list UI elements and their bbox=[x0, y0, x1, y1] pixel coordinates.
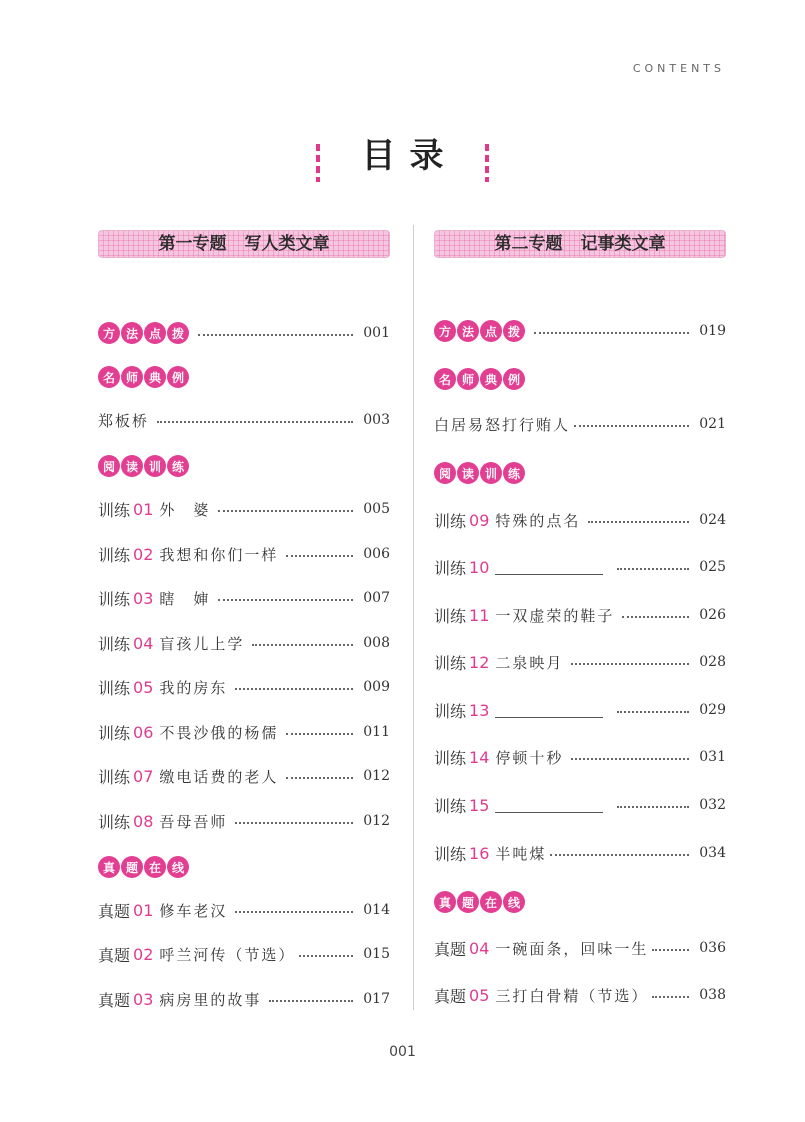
dot-leader bbox=[218, 599, 353, 601]
toc-entry[interactable] bbox=[434, 840, 726, 866]
dot-leader bbox=[198, 334, 353, 336]
label-char: 点 bbox=[144, 322, 166, 344]
toc-entry[interactable] bbox=[434, 602, 726, 628]
label-char: 典 bbox=[144, 366, 166, 388]
entry-prefix: 训练 bbox=[434, 796, 467, 816]
entry-number: 01 bbox=[133, 900, 154, 920]
entry-title: 我的房东 bbox=[159, 678, 228, 697]
entry-number: 04 bbox=[133, 633, 154, 653]
page-number: 017 bbox=[363, 991, 390, 1007]
label-char: 阅 bbox=[434, 462, 456, 484]
left-example-heading bbox=[98, 364, 390, 390]
dot-leader bbox=[252, 644, 353, 646]
toc-entry[interactable] bbox=[434, 649, 726, 675]
contents-label: CONTENTS bbox=[632, 62, 725, 75]
entry-number: 07 bbox=[133, 766, 154, 786]
page-number: 012 bbox=[363, 768, 390, 784]
label-char: 拨 bbox=[167, 322, 189, 344]
label-char: 师 bbox=[457, 368, 479, 390]
page-number: 003 bbox=[363, 412, 390, 428]
title-right-bar bbox=[485, 144, 489, 182]
page-number: 008 bbox=[363, 635, 390, 651]
left-example-entry[interactable] bbox=[98, 407, 390, 433]
label-char: 在 bbox=[480, 891, 502, 913]
left-exam-heading bbox=[98, 854, 390, 880]
toc-entry[interactable] bbox=[98, 763, 390, 789]
entry-title: 停顿十秒 bbox=[495, 748, 564, 767]
title-area bbox=[0, 128, 805, 182]
entry-number: 16 bbox=[469, 843, 490, 863]
entry-prefix: 训练 bbox=[434, 653, 467, 673]
label-char: 题 bbox=[457, 891, 479, 913]
toc-entry[interactable] bbox=[434, 935, 726, 961]
entry-title: 盲孩儿上学 bbox=[159, 634, 245, 653]
dot-leader bbox=[286, 733, 353, 735]
entry-title: 郑板桥 bbox=[98, 411, 150, 430]
entry-number: 12 bbox=[469, 652, 490, 672]
right-example-heading bbox=[434, 366, 726, 392]
dot-leader bbox=[571, 758, 689, 760]
label-char: 题 bbox=[121, 856, 143, 878]
entry-prefix: 训练 bbox=[434, 748, 467, 768]
left-method-label bbox=[98, 322, 190, 344]
dot-leader bbox=[550, 854, 689, 856]
label-char: 真 bbox=[434, 891, 456, 913]
right-banner-part: 第二专题 bbox=[494, 234, 563, 254]
toc-entry[interactable] bbox=[434, 982, 726, 1008]
entry-title: 吾母吾师 bbox=[159, 812, 228, 831]
right-exam-label bbox=[434, 891, 526, 913]
entry-number: 02 bbox=[133, 544, 154, 564]
label-char: 练 bbox=[503, 462, 525, 484]
entry-prefix: 训练 bbox=[98, 500, 131, 520]
entry-number: 11 bbox=[469, 605, 490, 625]
label-char: 阅 bbox=[98, 455, 120, 477]
toc-entry[interactable] bbox=[434, 792, 726, 818]
label-char: 方 bbox=[434, 320, 456, 342]
entry-prefix: 真题 bbox=[98, 901, 131, 921]
right-example-entry[interactable] bbox=[434, 411, 726, 437]
page-number: 012 bbox=[363, 813, 390, 829]
right-method-label bbox=[434, 320, 526, 342]
label-char: 法 bbox=[457, 320, 479, 342]
entry-prefix: 真题 bbox=[98, 990, 131, 1010]
right-example-label bbox=[434, 368, 526, 390]
entry-title: 呼兰河传（节选） bbox=[159, 945, 296, 964]
dot-leader bbox=[571, 663, 689, 665]
entry-number: 10 bbox=[469, 557, 490, 577]
page-number: 007 bbox=[363, 590, 390, 606]
column-divider bbox=[413, 225, 414, 1010]
entry-title: 缴电话费的老人 bbox=[159, 767, 279, 786]
title-blank bbox=[495, 560, 603, 575]
label-char: 练 bbox=[167, 455, 189, 477]
left-exam-label bbox=[98, 856, 190, 878]
label-char: 读 bbox=[457, 462, 479, 484]
entry-title: 瞎 婶 bbox=[159, 589, 211, 608]
entry-prefix: 训练 bbox=[98, 723, 131, 743]
dot-leader bbox=[534, 332, 689, 334]
toc-entry[interactable] bbox=[434, 744, 726, 770]
page-number: 015 bbox=[363, 946, 390, 962]
label-char: 在 bbox=[144, 856, 166, 878]
toc-entry[interactable] bbox=[98, 808, 390, 834]
label-char: 真 bbox=[98, 856, 120, 878]
entry-prefix: 训练 bbox=[434, 511, 467, 531]
entry-title: 病房里的故事 bbox=[159, 990, 262, 1009]
dot-leader bbox=[218, 510, 353, 512]
title-blank bbox=[495, 703, 603, 718]
entry-number: 03 bbox=[133, 588, 154, 608]
toc-entry[interactable] bbox=[434, 507, 726, 533]
footer-page-number: 001 bbox=[389, 1044, 416, 1060]
page-number: 032 bbox=[699, 797, 726, 813]
entry-prefix: 训练 bbox=[98, 812, 131, 832]
entry-prefix: 真题 bbox=[434, 986, 467, 1006]
dot-leader bbox=[157, 421, 353, 423]
toc-entry[interactable] bbox=[98, 897, 390, 923]
left-banner-part: 第一专题 bbox=[158, 234, 227, 254]
entry-number: 01 bbox=[133, 499, 154, 519]
dot-leader bbox=[269, 1000, 353, 1002]
entry-prefix: 训练 bbox=[98, 589, 131, 609]
right-banner-topic: 记事类文章 bbox=[580, 234, 666, 254]
dot-leader bbox=[299, 955, 353, 957]
entry-prefix: 训练 bbox=[434, 558, 467, 578]
entry-prefix: 训练 bbox=[98, 545, 131, 565]
label-char: 线 bbox=[167, 856, 189, 878]
toc-entry[interactable] bbox=[98, 941, 390, 967]
entry-number: 05 bbox=[469, 985, 490, 1005]
label-char: 师 bbox=[121, 366, 143, 388]
entry-number: 08 bbox=[133, 811, 154, 831]
page-number: 026 bbox=[699, 607, 726, 623]
page-number: 011 bbox=[363, 724, 390, 740]
dot-leader bbox=[617, 806, 689, 808]
label-char: 典 bbox=[480, 368, 502, 390]
toc-entry[interactable] bbox=[98, 541, 390, 567]
left-practice-label bbox=[98, 455, 190, 477]
page-number: 001 bbox=[363, 325, 390, 341]
right-topic-banner bbox=[434, 230, 726, 258]
entry-number: 03 bbox=[133, 989, 154, 1009]
label-char: 例 bbox=[503, 368, 525, 390]
left-column bbox=[98, 230, 390, 1010]
entry-number: 05 bbox=[133, 677, 154, 697]
right-practice-label bbox=[434, 462, 526, 484]
entry-title: 一碗面条，回味一生 bbox=[495, 939, 649, 958]
label-char: 点 bbox=[480, 320, 502, 342]
entry-prefix: 真题 bbox=[434, 939, 467, 959]
toc-entry[interactable] bbox=[434, 697, 726, 723]
entry-prefix: 训练 bbox=[434, 701, 467, 721]
entry-title: 半吨煤 bbox=[495, 844, 547, 863]
page-number: 038 bbox=[699, 987, 726, 1003]
page-number: 024 bbox=[699, 512, 726, 528]
dot-leader bbox=[617, 711, 689, 713]
entry-prefix: 真题 bbox=[98, 945, 131, 965]
page-number: 028 bbox=[699, 654, 726, 670]
entry-title: 白居易怒打行贿人 bbox=[434, 415, 571, 434]
left-banner-topic: 写人类文章 bbox=[244, 234, 330, 254]
label-char: 训 bbox=[480, 462, 502, 484]
dot-leader bbox=[622, 616, 689, 618]
entry-title: 一双虚荣的鞋子 bbox=[495, 606, 615, 625]
dot-leader bbox=[617, 568, 689, 570]
entry-prefix: 训练 bbox=[98, 634, 131, 654]
entry-number: 13 bbox=[469, 700, 490, 720]
label-char: 线 bbox=[503, 891, 525, 913]
entry-number: 04 bbox=[469, 938, 490, 958]
title-blank bbox=[495, 798, 603, 813]
entry-prefix: 训练 bbox=[98, 678, 131, 698]
right-method-row[interactable] bbox=[434, 318, 726, 344]
dot-leader bbox=[588, 521, 689, 523]
toc-entry[interactable] bbox=[98, 496, 390, 522]
entry-number: 09 bbox=[469, 510, 490, 530]
entry-number: 15 bbox=[469, 795, 490, 815]
page-number: 019 bbox=[699, 323, 726, 339]
label-char: 法 bbox=[121, 322, 143, 344]
dot-leader bbox=[235, 822, 353, 824]
dot-leader bbox=[286, 555, 353, 557]
left-method-row[interactable] bbox=[98, 320, 390, 346]
left-practice-heading bbox=[98, 453, 390, 479]
page-title: 目录 bbox=[361, 136, 458, 176]
dot-leader bbox=[235, 688, 353, 690]
entry-title: 二泉映月 bbox=[495, 653, 564, 672]
dot-leader bbox=[652, 996, 689, 998]
page-number: 025 bbox=[699, 559, 726, 575]
left-example-label bbox=[98, 366, 190, 388]
page-number: 014 bbox=[363, 902, 390, 918]
entry-number: 06 bbox=[133, 722, 154, 742]
entry-title: 特殊的点名 bbox=[495, 511, 581, 530]
toc-entry[interactable] bbox=[98, 986, 390, 1012]
dot-leader bbox=[235, 911, 353, 913]
entry-number: 14 bbox=[469, 747, 490, 767]
label-char: 拨 bbox=[503, 320, 525, 342]
toc-entry[interactable] bbox=[98, 719, 390, 745]
page-number: 036 bbox=[699, 940, 726, 956]
right-practice-heading bbox=[434, 460, 726, 486]
right-column bbox=[434, 230, 726, 1006]
toc-entry[interactable] bbox=[98, 630, 390, 656]
entry-title: 三打白骨精（节选） bbox=[495, 986, 649, 1005]
entry-title: 修车老汉 bbox=[159, 901, 228, 920]
page-number: 009 bbox=[363, 679, 390, 695]
right-exam-heading bbox=[434, 889, 726, 915]
left-topic-banner bbox=[98, 230, 390, 258]
label-char: 名 bbox=[434, 368, 456, 390]
label-char: 例 bbox=[167, 366, 189, 388]
toc-entry[interactable] bbox=[98, 585, 390, 611]
page-number: 029 bbox=[699, 702, 726, 718]
entry-number: 02 bbox=[133, 944, 154, 964]
label-char: 名 bbox=[98, 366, 120, 388]
entry-title: 外 婆 bbox=[159, 500, 211, 519]
entry-prefix: 训练 bbox=[98, 767, 131, 787]
page-number: 021 bbox=[699, 416, 726, 432]
page-number: 034 bbox=[699, 845, 726, 861]
entry-prefix: 训练 bbox=[434, 844, 467, 864]
page-number: 031 bbox=[699, 749, 726, 765]
toc-entry[interactable] bbox=[98, 674, 390, 700]
label-char: 训 bbox=[144, 455, 166, 477]
dot-leader bbox=[286, 777, 353, 779]
page-number: 005 bbox=[363, 501, 390, 517]
label-char: 方 bbox=[98, 322, 120, 344]
page-number: 006 bbox=[363, 546, 390, 562]
entry-prefix: 训练 bbox=[434, 606, 467, 626]
toc-entry[interactable] bbox=[434, 554, 726, 580]
entry-title: 不畏沙俄的杨儒 bbox=[159, 723, 279, 742]
label-char: 读 bbox=[121, 455, 143, 477]
dot-leader bbox=[574, 425, 689, 427]
entry-title: 我想和你们一样 bbox=[159, 545, 279, 564]
dot-leader bbox=[652, 949, 689, 951]
title-left-bar bbox=[316, 144, 320, 182]
